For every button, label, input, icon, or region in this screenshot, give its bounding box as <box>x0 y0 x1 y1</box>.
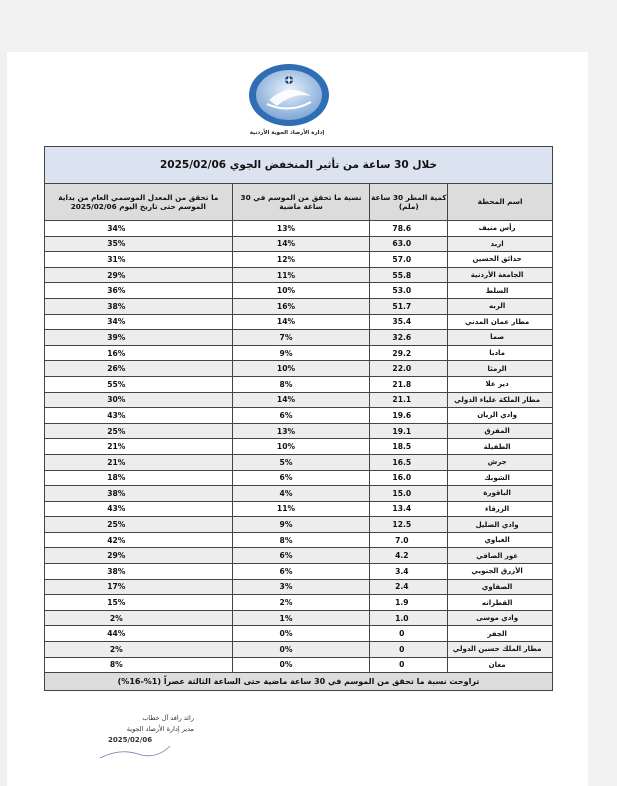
table-row <box>45 330 553 346</box>
pct-cell: 3% <box>232 579 370 595</box>
rain-cell: 0 <box>370 657 448 673</box>
header-station: اسم المحطة <box>448 184 553 221</box>
table-row <box>45 314 553 330</box>
organization-name: إدارة الأرصاد الجوية الأردنية <box>249 130 325 136</box>
station-cell: الشوبك <box>448 470 553 486</box>
station-cell: السلط <box>448 283 553 299</box>
signature-title: مدير إدارة الأرصاد الجوية <box>126 725 194 733</box>
station-cell: الصفاوي <box>448 579 553 595</box>
signature-block <box>84 714 194 747</box>
jmd-logo-icon <box>247 62 331 128</box>
pct-cell: 8% <box>232 532 370 548</box>
table-row <box>45 626 553 642</box>
seasonpct-cell: 55% <box>45 376 233 392</box>
rain-cell: 0 <box>370 626 448 642</box>
pct-cell: 11% <box>232 267 370 283</box>
signature-date: 2025/02/06 <box>108 736 153 744</box>
rain-cell: 13.4 <box>370 501 448 517</box>
pct-cell: 0% <box>232 657 370 673</box>
seasonpct-cell: 38% <box>45 486 233 502</box>
rain-cell: 35.4 <box>370 314 448 330</box>
station-cell: القطرانه <box>448 595 553 611</box>
station-cell: مطار عمان المدني <box>448 314 553 330</box>
pct-cell: 16% <box>232 298 370 314</box>
seasonpct-cell: 30% <box>45 392 233 408</box>
rain-cell: 53.0 <box>370 283 448 299</box>
station-cell: حدائق الحسين <box>448 252 553 268</box>
rain-cell: 15.0 <box>370 486 448 502</box>
station-cell: الغباوي <box>448 532 553 548</box>
pct-cell: 11% <box>232 501 370 517</box>
header-season: ما تحقق من المعدل الموسمي العام من بداية الموسم حتى تاريخ اليوم 2025/02/06 <box>45 184 233 221</box>
table-title: خلال 30 ساعة من تأثير المنخفض الجوي 2025/02/06 <box>45 147 553 184</box>
table-row <box>45 564 553 580</box>
table-row <box>45 548 553 564</box>
station-cell: المفرق <box>448 423 553 439</box>
seasonpct-cell: 34% <box>45 314 233 330</box>
table-row <box>45 532 553 548</box>
station-cell: الطفيلة <box>448 439 553 455</box>
pct-cell: 6% <box>232 408 370 424</box>
seasonpct-cell: 21% <box>45 439 233 455</box>
rain-cell: 1.0 <box>370 610 448 626</box>
table-row <box>45 454 553 470</box>
seasonpct-cell: 21% <box>45 454 233 470</box>
seasonpct-cell: 43% <box>45 501 233 517</box>
header-rain: كمية المطر 30 ساعة (ملم) <box>370 184 448 221</box>
seasonpct-cell: 36% <box>45 283 233 299</box>
table-row <box>45 610 553 626</box>
top-margin <box>0 0 617 52</box>
pct-cell: 14% <box>232 392 370 408</box>
seasonpct-cell: 2% <box>45 642 233 658</box>
pct-cell: 8% <box>232 376 370 392</box>
seasonpct-cell: 43% <box>45 408 233 424</box>
station-cell: جرش <box>448 454 553 470</box>
table-body <box>45 221 553 673</box>
pct-cell: 6% <box>232 564 370 580</box>
rain-cell: 29.2 <box>370 345 448 361</box>
rain-cell: 78.6 <box>370 221 448 237</box>
seasonpct-cell: 34% <box>45 221 233 237</box>
seasonpct-cell: 44% <box>45 626 233 642</box>
station-cell: وادي موسى <box>448 610 553 626</box>
station-cell: الباقورة <box>448 486 553 502</box>
station-cell: مادبا <box>448 345 553 361</box>
signature-name: رائد رافد آل خطاب <box>142 714 194 722</box>
header-pct: نسبة ما تحقق من الموسم في 30 ساعة ماضية <box>232 184 370 221</box>
seasonpct-cell: 39% <box>45 330 233 346</box>
right-margin <box>588 52 617 786</box>
station-cell: وادي الريان <box>448 408 553 424</box>
seasonpct-cell: 42% <box>45 532 233 548</box>
seasonpct-cell: 8% <box>45 657 233 673</box>
station-cell: مطار الملك حسين الدولي <box>448 642 553 658</box>
seasonpct-cell: 16% <box>45 345 233 361</box>
station-cell: وادي الضليل <box>448 517 553 533</box>
table-row <box>45 298 553 314</box>
rain-cell: 19.1 <box>370 423 448 439</box>
pct-cell: 10% <box>232 283 370 299</box>
station-cell: الأزرق الجنوبي <box>448 564 553 580</box>
table-title-row <box>45 147 553 184</box>
pct-cell: 13% <box>232 423 370 439</box>
table-row <box>45 486 553 502</box>
seasonpct-cell: 2% <box>45 610 233 626</box>
table-row <box>45 439 553 455</box>
rain-cell: 57.0 <box>370 252 448 268</box>
station-cell: الجامعة الأردنية <box>448 267 553 283</box>
document-page <box>7 52 588 786</box>
table-footer: تراوحت نسبة ما تحقق من الموسم في 30 ساعة ماضية حتى الساعة الثالثة عصراً (1%-16%) <box>45 673 553 691</box>
pct-cell: 9% <box>232 517 370 533</box>
rain-cell: 4.2 <box>370 548 448 564</box>
rain-cell: 16.5 <box>370 454 448 470</box>
seasonpct-cell: 25% <box>45 517 233 533</box>
station-cell: دير علا <box>448 376 553 392</box>
pct-cell: 1% <box>232 610 370 626</box>
pct-cell: 13% <box>232 221 370 237</box>
rain-cell: 18.5 <box>370 439 448 455</box>
seasonpct-cell: 38% <box>45 298 233 314</box>
table-row <box>45 470 553 486</box>
pct-cell: 9% <box>232 345 370 361</box>
table-row <box>45 267 553 283</box>
rain-cell: 51.7 <box>370 298 448 314</box>
table-row <box>45 595 553 611</box>
pct-cell: 14% <box>232 236 370 252</box>
rain-cell: 19.6 <box>370 408 448 424</box>
table-row <box>45 236 553 252</box>
station-cell: غور الصافي <box>448 548 553 564</box>
pct-cell: 10% <box>232 361 370 377</box>
station-cell: صما <box>448 330 553 346</box>
station-cell: الربه <box>448 298 553 314</box>
table-row <box>45 642 553 658</box>
pct-cell: 6% <box>232 470 370 486</box>
pct-cell: 6% <box>232 548 370 564</box>
rain-cell: 22.0 <box>370 361 448 377</box>
seasonpct-cell: 31% <box>45 252 233 268</box>
rain-cell: 55.8 <box>370 267 448 283</box>
table-row <box>45 408 553 424</box>
rain-cell: 1.9 <box>370 595 448 611</box>
rain-cell: 3.4 <box>370 564 448 580</box>
table-row <box>45 361 553 377</box>
table-row <box>45 345 553 361</box>
table-row <box>45 252 553 268</box>
table-row <box>45 517 553 533</box>
seasonpct-cell: 29% <box>45 267 233 283</box>
pct-cell: 5% <box>232 454 370 470</box>
seasonpct-cell: 18% <box>45 470 233 486</box>
pct-cell: 2% <box>232 595 370 611</box>
table-row <box>45 221 553 237</box>
table-row <box>45 392 553 408</box>
pct-cell: 0% <box>232 626 370 642</box>
rain-cell: 2.4 <box>370 579 448 595</box>
pct-cell: 10% <box>232 439 370 455</box>
seasonpct-cell: 38% <box>45 564 233 580</box>
table-row <box>45 283 553 299</box>
table-row <box>45 501 553 517</box>
station-cell: الجفر <box>448 626 553 642</box>
station-cell: مطار الملكة علياء الدولي <box>448 392 553 408</box>
rain-cell: 21.1 <box>370 392 448 408</box>
rain-cell: 12.5 <box>370 517 448 533</box>
pct-cell: 0% <box>232 642 370 658</box>
seasonpct-cell: 29% <box>45 548 233 564</box>
table-row <box>45 423 553 439</box>
rain-cell: 7.0 <box>370 532 448 548</box>
table-header-row <box>45 184 553 221</box>
rain-cell: 16.0 <box>370 470 448 486</box>
station-cell: الزرقاء <box>448 501 553 517</box>
pct-cell: 14% <box>232 314 370 330</box>
table-row <box>45 579 553 595</box>
table-row <box>45 657 553 673</box>
pct-cell: 4% <box>232 486 370 502</box>
station-cell: رأس منيف <box>448 221 553 237</box>
seasonpct-cell: 17% <box>45 579 233 595</box>
table-footer-row <box>45 673 553 691</box>
station-cell: اربد <box>448 236 553 252</box>
pct-cell: 7% <box>232 330 370 346</box>
rain-cell: 32.6 <box>370 330 448 346</box>
seasonpct-cell: 15% <box>45 595 233 611</box>
rain-cell: 63.0 <box>370 236 448 252</box>
seasonpct-cell: 35% <box>45 236 233 252</box>
rain-cell: 21.8 <box>370 376 448 392</box>
pct-cell: 12% <box>232 252 370 268</box>
table-row <box>45 376 553 392</box>
seasonpct-cell: 25% <box>45 423 233 439</box>
station-cell: الرمثا <box>448 361 553 377</box>
seasonpct-cell: 26% <box>45 361 233 377</box>
rainfall-table <box>44 146 553 691</box>
rain-cell: 0 <box>370 642 448 658</box>
station-cell: معان <box>448 657 553 673</box>
